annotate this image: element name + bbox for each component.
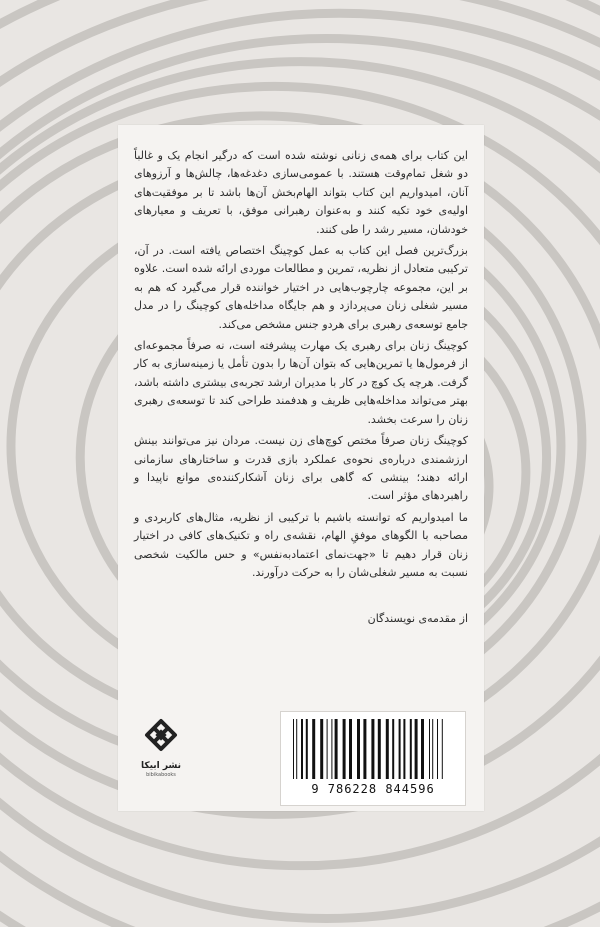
- blurb-paragraph-5: ما امیدواریم که توانسته باشیم با ترکیبی از نظریه، مثال‌های کاربردی و مصاحبه با الگوهای موفقِ الهام، نقشه‌ی راه و تکنیک‌های کافی در اختیار زنان قرار دهیم تا «جهت‌نمای اعتمادبه‌نفس» و حس مالکیت شخصی نسبت به مسیر شغلی‌شان را به حرکت درآورند.: [134, 510, 468, 579]
- publisher-name: نشر ابیکا: [140, 761, 182, 771]
- barcode-bar: [410, 719, 412, 779]
- barcode-bar: [343, 719, 346, 779]
- barcode-bar: [403, 719, 405, 779]
- isbn-barcode: [291, 719, 455, 779]
- publisher-logo: [136, 715, 186, 805]
- barcode-bar: [442, 719, 443, 779]
- barcode-bar: [357, 719, 360, 779]
- blurb-paragraph-4: کوچینگ زنان صرفاً مختص کوچ‌های زن نیست. مردان نیز می‌توانند بینش ارزشمندی درباره‌ی نحوه‌ی عملکرد بازی قدرت و ساختارهای سازمانی ارائه دهند؛ بینشی که گاهی برای زنان آشکارکننده‌ی موانع ناپیدا و راهبردهای مؤثر است.: [134, 434, 468, 503]
- barcode-bar: [421, 719, 424, 779]
- barcode-bar: [293, 719, 294, 779]
- isbn-digits: 9 786228 844596: [311, 782, 435, 796]
- barcode-bar: [429, 719, 430, 779]
- barcode-bar: [399, 719, 401, 779]
- blurb-paragraph-2: بزرگ‌ترین فصل این کتاب به عمل کوچینگ اختصاص یافته است. در آن، ترکیبی متعادل از نظریه، تمرین و مطالعات موردی ارائه شده است. علاوه بر این، مجموعه چارچوب‌هایی در اختیار خواننده قرار می‌گیرد که هم به مسیر شغلی زنان می‌پردازد و هم جایگاه مداخله‌های کوچینگ را در مدل جامع توسعه‌ی رهبری برای هردو جنس مشخص می‌کند.: [134, 244, 468, 331]
- barcode-bar: [437, 719, 438, 779]
- blurb-signature: از مقدمه‌ی نویسندگان: [367, 612, 468, 625]
- barcode-bar: [301, 719, 303, 779]
- barcode-bar: [327, 719, 328, 779]
- barcode-bar: [349, 719, 352, 779]
- publisher-latin-name: bibikabooks: [146, 772, 176, 778]
- barcode-bar: [335, 719, 338, 779]
- barcode-bar: [378, 719, 381, 779]
- barcode-bar: [306, 719, 308, 779]
- barcode-bar: [331, 719, 332, 779]
- barcode-bar: [312, 719, 315, 779]
- blurb-text: [134, 147, 468, 585]
- barcode-bar: [415, 719, 418, 779]
- barcode-bar: [371, 719, 374, 779]
- barcode-bar: [432, 719, 433, 779]
- blurb-paragraph-3: کوچینگ زنان برای رهبری یک مهارت پیشرفته است، نه صرفاً مجموعه‌ای از فرمول‌ها یا تمرین‌هایی که بتوان آن‌ها را بدون تأمل یا زمینه‌سازی به کار گرفت. هرچه یک کوچ در کار با مدیران ارشد تجربه‌ی بیشتری داشته باشد، بهتر می‌تواند مداخله‌هایی ظریف و هدفمند طراحی کند تا توسعه‌ی رهبری زنان را سرعت بخشد.: [134, 339, 468, 426]
- barcode-box: [280, 711, 466, 806]
- blurb-paragraph-1: این کتاب برای همه‌ی زنانی نوشته شده است که درگیر انجام یک و غالباً دو شغل تمام‌وقت هستند. با عمومی‌سازی دغدغه‌ها، چالش‌ها و آرزوهای آنان، امیدواریم این کتاب بتواند الهام‌بخش آن‌ها باشد تا بر موفقیت‌های اولیه‌ی خود تکیه کنند و به‌عنوان رهبرانی موفق، با تعریف و معیارهای خودشان، مسیر رشد را طی کنند.: [134, 149, 468, 236]
- barcode-bar: [363, 719, 366, 779]
- barcode-bar: [386, 719, 389, 779]
- barcode-bar: [296, 719, 297, 779]
- back-cover-panel: [118, 125, 484, 811]
- interlocking-heart-logo-icon: [141, 715, 181, 755]
- barcode-bar: [392, 719, 394, 779]
- barcode-bar: [320, 719, 323, 779]
